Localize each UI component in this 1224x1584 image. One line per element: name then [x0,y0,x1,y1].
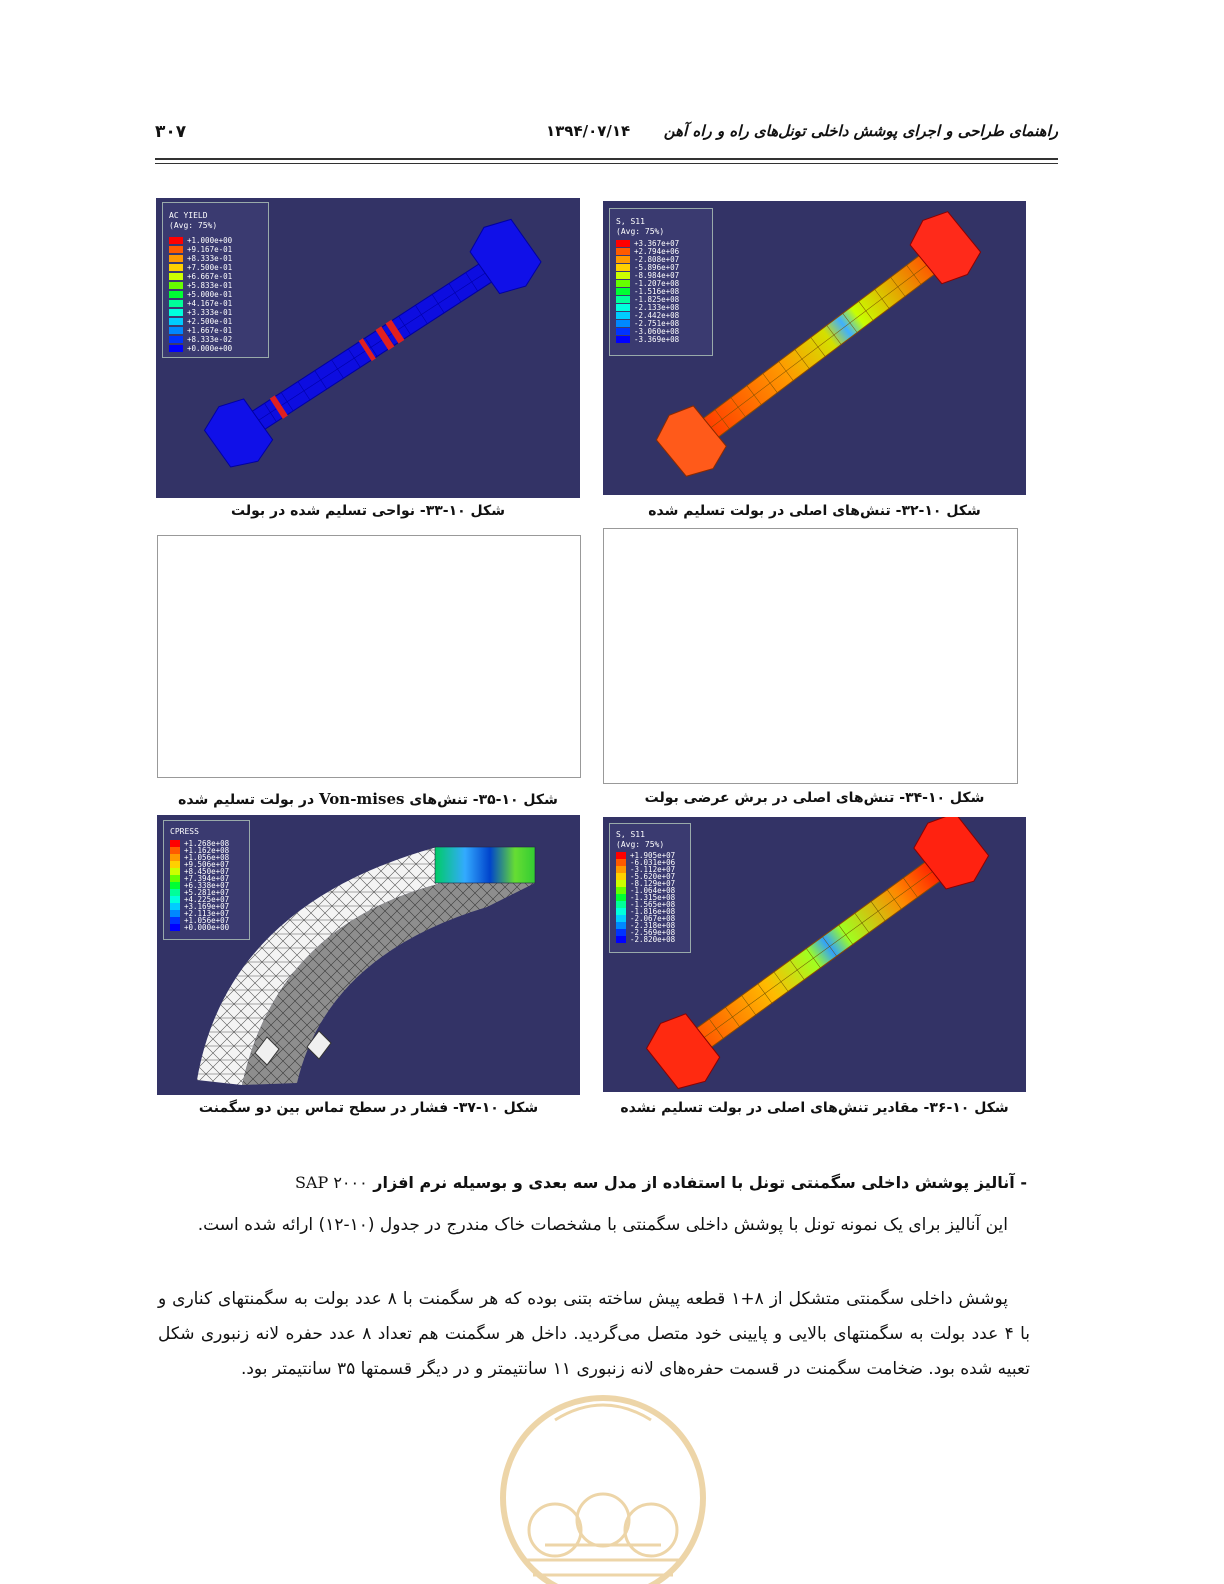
running-header-title: راهنمای طراحی و اجرای پوشش داخلی تونل‌های راه و راه آهن [663,122,1058,140]
legend-ac-yield [162,202,269,358]
legend-value: +1.056e+07 [184,915,230,925]
legend-s11-unyielded [609,823,691,953]
legend-value: +4.167e-01 [187,298,233,308]
legend-value: -3.369e+08 [634,334,680,344]
legend-value: +3.333e-01 [187,307,233,317]
header-rule-thick [155,158,1058,160]
legend-value: -2.442e+08 [634,310,680,320]
legend-swatch [616,240,630,247]
legend-value: +8.450e+07 [184,866,230,876]
legend-swatch [169,255,183,262]
section-heading-text: - آنالیز پوشش داخلی سگمنتی تونل با استفاده از مدل سه بعدی و بوسیله نرم افزار [373,1173,1027,1192]
legend-value: +1.000e+00 [187,235,233,245]
legend-value: +9.506e+07 [184,859,230,869]
legend-value: +2.113e+07 [184,908,230,918]
legend-swatch [616,280,630,287]
legend-value: +0.000e+00 [187,343,233,353]
legend-swatch [616,320,630,327]
legend-value: +5.281e+07 [184,887,230,897]
legend-swatch [169,237,183,244]
paragraph-2-text: پوشش داخلی سگمنتی متشکل از ۸+۱ قطعه پیش ساخته بتنی بوده که هر سگمنت با ۸ عدد بولت به سگمنتهای کناری و با ۴ عدد بولت به سگمنتهای بالایی و پایینی خود متصل می‌گردید. داخل هر سگمنت هم تعداد ۸ عدد حفره لانه زنبوری شکل تعبیه شده بود. ضخامت سگمنت در قسمت حفره‌های لانه زنبوری ۱۱ سانتیمتر و در دیگر قسمتها ۳۵ سانتیمتر بود. [158,1289,1030,1379]
legend-value: -1.064e+08 [630,885,676,895]
legend-value: +0.000e+00 [184,922,230,932]
legend-swatch [169,327,183,334]
legend-swatch [616,248,630,255]
figure-34-placeholder [603,528,1018,784]
legend-value: -2.067e+08 [630,913,676,923]
legend-value: -1.207e+08 [634,278,680,288]
section-heading-software: SAP ۲۰۰۰ [294,1173,368,1192]
legend-swatch [169,291,183,298]
legend-value: -1.816e+08 [630,906,676,916]
legend-title: S, S11 (Avg: 75%) [616,830,665,849]
legend-swatch [169,309,183,316]
watermark-seal [485,1380,721,1584]
legend-value: +1.268e+08 [184,838,230,848]
legend-value: -2.133e+08 [634,302,680,312]
legend-swatch [616,288,630,295]
legend-value: +2.794e+06 [634,246,680,256]
legend-value: -2.569e+08 [630,927,676,937]
legend-value: -2.318e+08 [630,920,676,930]
legend-swatch [169,318,183,325]
figure-35-caption-latin: Von-mises [319,790,405,808]
legend-swatch [169,345,183,352]
legend-swatch [616,936,626,943]
legend-value: -8.984e+07 [634,270,680,280]
legend-value: +5.000e-01 [187,289,233,299]
legend-swatch [169,264,183,271]
legend-swatch [169,336,183,343]
legend-value: +2.500e-01 [187,316,233,326]
figure-36-caption: شکل ۱۰-۳۶- مقادیر تنش‌های اصلی در بولت تسلیم نشده [620,1100,1009,1116]
legend-swatch [616,304,630,311]
legend-swatch [170,924,180,931]
legend-value: -2.751e+08 [634,318,680,328]
figure-36-bolt-s11-unyielded [603,817,1026,1092]
figure-37-segment-cpress [157,815,580,1095]
figure-35-placeholder [157,535,581,778]
legend-swatch [616,312,630,319]
legend-value: +1.905e+07 [630,850,676,860]
legend-value: +7.500e-01 [187,262,233,272]
figure-35-caption-suffix: در بولت تسلیم شده [178,792,315,808]
legend-swatch [169,282,183,289]
legend-value: +1.667e-01 [187,325,233,335]
legend-title: CPRESS [170,827,199,836]
paragraph-2 [158,1282,1030,1387]
figure-35-caption [157,790,579,808]
figure-33-bolt-yield [156,198,580,498]
legend-value: -1.315e+08 [630,892,676,902]
legend-value: -6.031e+06 [630,857,676,867]
legend-value: +1.056e+08 [184,852,230,862]
legend-swatch [616,272,630,279]
legend-value: +9.167e-01 [187,244,233,254]
legend-swatch [169,300,183,307]
legend-value: -3.112e+07 [630,864,676,874]
legend-swatch [616,328,630,335]
legend-value: +6.338e+07 [184,880,230,890]
figure-34-caption: شکل ۱۰-۳۴- تنش‌های اصلی در برش عرضی بولت [644,790,985,806]
legend-title: AC YIELD (Avg: 75%) [169,211,218,230]
figure-32-caption: شکل ۱۰-۳۲- تنش‌های اصلی در بولت تسلیم شده [648,503,981,519]
figure-35-caption-prefix: شکل ۱۰-۳۵- تنش‌های [409,792,558,808]
running-header-date: ۱۳۹۴/۰۷/۱۴ [546,122,631,140]
paragraph-1 [158,1208,1030,1243]
legend-cpress [163,820,250,940]
page-number: ۳۰۷ [155,122,187,142]
legend-value: +8.333e-02 [187,334,233,344]
legend-swatch [616,296,630,303]
legend-value: +3.169e+07 [184,901,230,911]
legend-value: -5.896e+07 [634,262,680,272]
legend-value: +8.333e-01 [187,253,233,263]
legend-swatch [616,264,630,271]
legend-value: -8.129e+07 [630,878,676,888]
legend-value: +4.225e+07 [184,894,230,904]
legend-value: -1.565e+08 [630,899,676,909]
paragraph-1-text: این آنالیز برای یک نمونه تونل با پوشش داخلی سگمنتی با مشخصات خاک مندرج در جدول (۱۰-۱۲) ارائه شده است. [197,1215,1008,1235]
legend-value: -2.808e+07 [634,254,680,264]
legend-swatch [169,273,183,280]
legend-swatch [169,246,183,253]
figure-32-bolt-s11 [603,201,1026,495]
legend-value: -1.516e+08 [634,286,680,296]
legend-value: +7.394e+07 [184,873,230,883]
legend-value: -3.060e+08 [634,326,680,336]
legend-value: -5.620e+07 [630,871,676,881]
legend-value: -2.820e+08 [630,934,676,944]
header-rule-thin [155,163,1058,164]
section-heading [295,1173,1027,1192]
legend-title: S, S11 (Avg: 75%) [616,217,665,236]
figure-37-caption: شکل ۱۰-۳۷- فشار در سطح تماس بین دو سگمنت [198,1100,539,1116]
figure-33-caption: شکل ۱۰-۳۳- نواحی تسلیم شده در بولت [231,503,505,519]
legend-value: +5.833e-01 [187,280,233,290]
legend-value: +1.162e+08 [184,845,230,855]
legend-swatch [616,256,630,263]
legend-value: +3.367e+07 [634,238,680,248]
legend-swatch [616,336,630,343]
legend-s11-yielded [609,208,713,356]
legend-value: +6.667e-01 [187,271,233,281]
legend-value: -1.825e+08 [634,294,680,304]
